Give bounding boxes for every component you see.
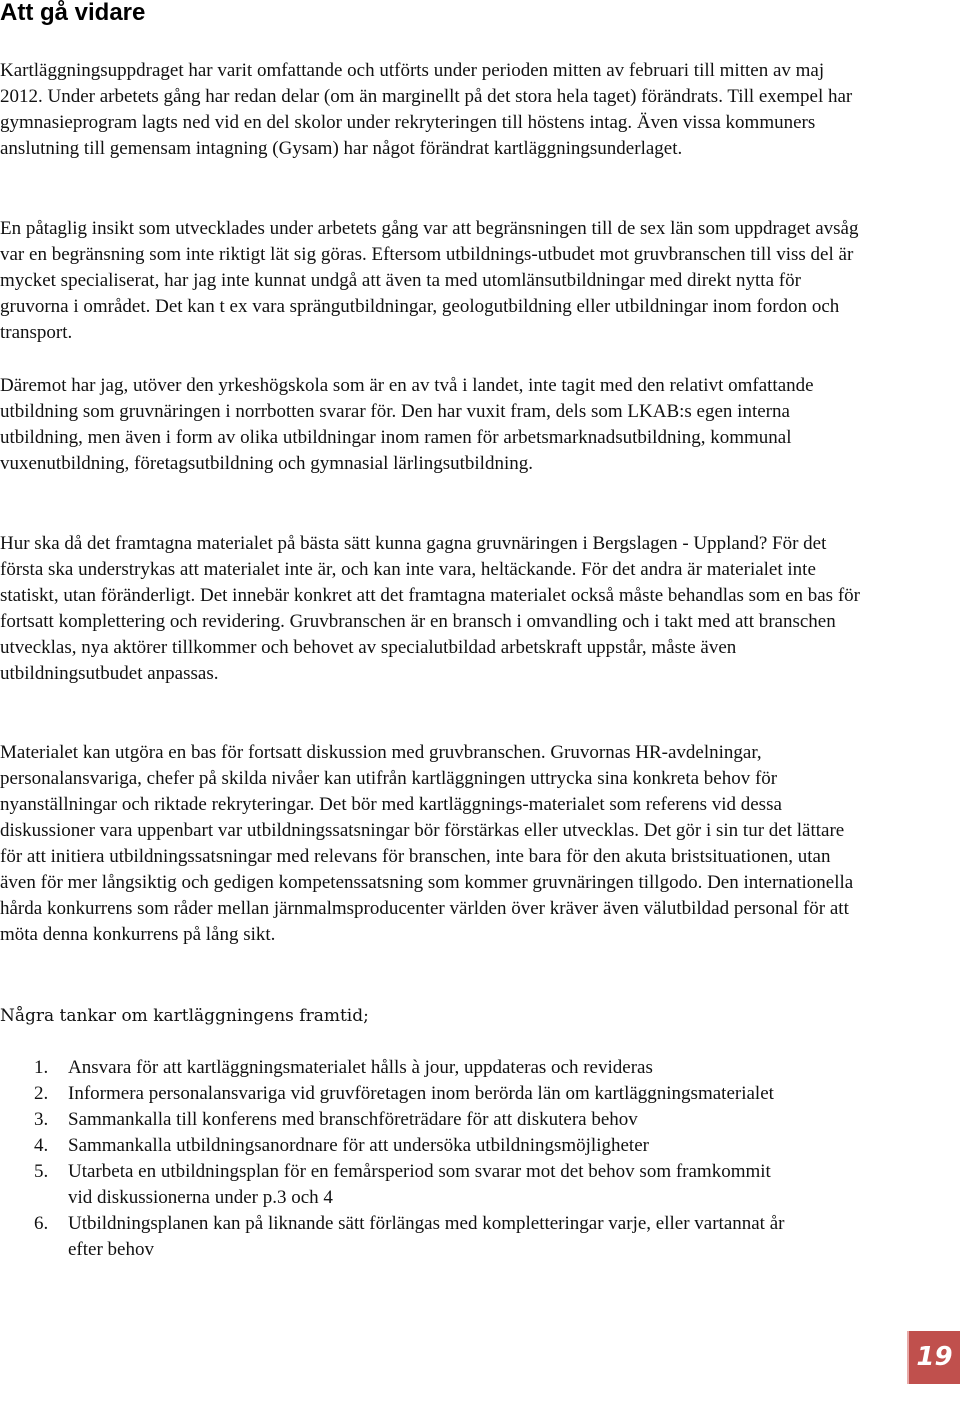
paragraph-exclusions: Däremot har jag, utöver den yrkeshögskola som är en av två i landet, inte tagit med den relativt omfattande utbildning som gruvnäringen i norrbotten svarar för. Den har vuxit fram, dels som LKAB:s egen interna utbildning, men även i form av olika utbildningar inom ramen för arbetsmarknadsutbildning, kommunal vuxenutbildning, företagsutbildning och gymnasial lärlingsutbildning. bbox=[0, 375, 814, 474]
list-item-number: 6. bbox=[34, 1213, 49, 1234]
list-item-text: Utbildningsplanen kan på liknande sätt förlängas med kompletteringar varje, eller vartannat år efter behov bbox=[68, 1213, 785, 1260]
list-item bbox=[0, 1133, 788, 1159]
paragraph-scope: Kartläggningsuppdraget har varit omfattande och utförts under perioden mitten av februari till mitten av maj 2012. Under arbetets gång har redan delar (om än marginellt på det stora hela taget) förändrats. Till exempel har gymnasieprogram lagts ned vid en del skolor under rekryteringen till höstens intag. Även vissa kommuners anslutning till gemensam intagning (Gysam) har något förändrat kartläggningsunderlaget. bbox=[0, 60, 853, 159]
page-number-badge: 19 bbox=[907, 1331, 960, 1384]
page-title: Att gå vidare bbox=[0, 0, 146, 26]
list-item-text: Sammankalla utbildningsanordnare för att undersöka utbildningsmöjligheter bbox=[68, 1135, 649, 1156]
future-steps-list bbox=[0, 1055, 880, 1263]
list-item-number: 1. bbox=[34, 1057, 49, 1078]
list-item-text: Utarbeta en utbildningsplan för en femårsperiod som svarar mot det behov som framkommit vid diskussionerna under p.3 och 4 bbox=[68, 1161, 771, 1208]
paragraph-discussion: Materialet kan utgöra en bas för fortsatt diskussion med gruvbranschen. Gruvornas HR-avdelningar, personalansvariga, chefer på skilda nivåer kan utifrån kartläggningen uttrycka sina konkreta behov för nyanställningar och riktade rekryteringar. Det bör med kartläggnings-materialet som referens vid dessa diskussioner vara uppenbart var utbildningssatsningar bör förstärkas eller utvecklas. Det gör i sin tur det lättare för att initiera utbildningssatsningar med relevans för branschen, inte bara för den akuta bristsituationen, utan även för mer långsiktig och gedigen kompetenssatsning som kommer gruvnäringen tillgodo. Den internationella hårda konkurrens som råder mellan järnmalmsproducenter världen över kräver även välutbildad personal för att möta denna konkurrens på lång sikt. bbox=[0, 742, 854, 945]
list-item bbox=[0, 1107, 788, 1133]
list-intro: Några tankar om kartläggningens framtid; bbox=[0, 1006, 369, 1026]
list-item bbox=[0, 1159, 788, 1211]
list-item-text: Ansvara för att kartläggningsmaterialet hålls à jour, uppdateras och revideras bbox=[68, 1057, 653, 1078]
list-item-number: 4. bbox=[34, 1135, 49, 1156]
list-item-number: 3. bbox=[34, 1109, 49, 1130]
list-item-number: 2. bbox=[34, 1083, 49, 1104]
list-item bbox=[0, 1081, 788, 1107]
paragraph-insight: En påtaglig insikt som utvecklades under arbetets gång var att begränsningen till de sex län som uppdraget avsåg var en begränsning som inte riktigt lät sig göras. Eftersom utbildnings-utbudet mot gruvbranschen till viss del är mycket specialiserat, har jag inte kunnat undgå att även ta med utomlänsutbildningar med direkt nytta för gruvorna i området. Det kan t ex vara sprängutbildningar, geologutbildning eller utbildningar inom fordon och transport. bbox=[0, 218, 859, 343]
list-item-text: Sammankalla till konferens med branschföreträdare för att diskutera behov bbox=[68, 1109, 638, 1130]
list-item-number: 5. bbox=[34, 1161, 49, 1182]
list-item-text: Informera personalansvariga vid gruvföretagen inom berörda län om kartläggningsmaterialet bbox=[68, 1083, 774, 1104]
list-item bbox=[0, 1055, 788, 1081]
paragraph-usage: Hur ska då det framtagna materialet på bästa sätt kunna gagna gruvnäringen i Bergslagen - Uppland? För det första ska understrykas att materialet inte är, och kan inte vara, heltäckande. För det andra är materialet inte statiskt, utan föränderligt. Det innebär konkret att det framtagna materialet också måste behandlas som en bas för fortsatt komplettering och revidering. Gruvbranschen är en bransch i omvandling och i takt med att branschen utvecklas, nya aktörer tillkommer och behovet av specialutbildad arbetskraft uppstår, måste även utbildningsutbudet anpassas. bbox=[0, 533, 860, 684]
list-item bbox=[0, 1211, 788, 1263]
